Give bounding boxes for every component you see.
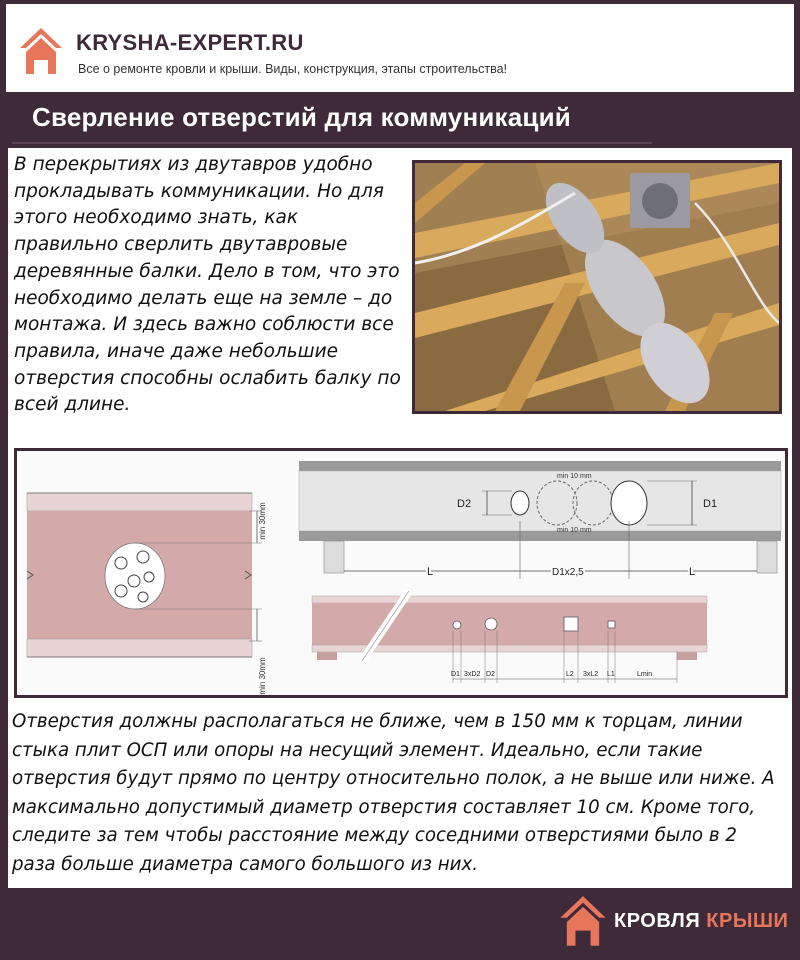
joist-ceiling-photo xyxy=(412,160,782,414)
beam-hole-spacing-view xyxy=(312,591,707,683)
b-3xd2-label: 3xD2 xyxy=(464,671,481,678)
rules-paragraph: Отверстия должны располагаться не ближе, чем в 150 мм к торцам, линии стыка плит ОСП или опоры на несущий элемент. Идеально, если такие отверстия будут прямо по центру относительно полок, а не выше или ниже. А максимально допустимый диаметр отверстия составляет 10 см. Кроме того, следите за тем чтобы расстояние между соседними отверстиями было в 2 раза больше диаметра самого большого из них. xyxy=(12,711,775,875)
footer-brand-part1: КРОВЛЯ xyxy=(614,910,701,932)
b-l2-label: L2 xyxy=(566,671,574,678)
d1x25-label: D1x2,5 xyxy=(552,567,584,578)
i-beam-side-view xyxy=(299,461,781,579)
site-tagline: Все о ремонте кровли и крыши. Виды, конструкция, этапы строительства! xyxy=(78,62,508,76)
content-panel xyxy=(8,148,792,888)
b-d1-label: D1 xyxy=(451,671,460,678)
drilling-diagram xyxy=(14,448,788,698)
min30-top-label: min 30mm xyxy=(258,502,267,540)
intro-paragraph: В перекрытиях из двутавров удобно прокладывать коммуникации. Но для этого необходимо знать, как правильно сверлить двутавровые деревянные балки. Дело в том, что это необходимо делать еще на земле – до монтажа. И здесь важно соблюсти все правила, иначе даже небольшие отверстия способны ослабить балку по всей длине. xyxy=(14,154,401,416)
beam-cross-section xyxy=(27,493,267,695)
footer-brand-part2: КРЫШИ xyxy=(706,910,789,932)
b-lmin-label: Lmin xyxy=(637,671,653,678)
min10-bottom-label: min 10 mm xyxy=(557,527,592,534)
page-title: Сверление отверстий для коммуникаций xyxy=(32,102,571,132)
b-3xl2-label: 3xL2 xyxy=(583,671,599,678)
footer-house-logo-icon xyxy=(558,894,608,950)
site-header xyxy=(0,0,800,92)
min30-bottom-label: min 30mm xyxy=(258,657,267,695)
b-l1-label: L1 xyxy=(607,671,615,678)
site-name[interactable]: KRYSHA-EXPERT.RU xyxy=(76,30,304,55)
ceiling-illustration xyxy=(415,163,779,411)
footer-brand[interactable] xyxy=(614,910,788,933)
title-bar xyxy=(12,94,652,144)
hole-placement-diagram xyxy=(17,451,785,695)
house-logo-icon xyxy=(18,26,64,78)
d2-label-top: D2 xyxy=(457,498,472,510)
l-right-label: L xyxy=(689,566,696,578)
d1-label-top: D1 xyxy=(703,498,718,510)
b-d2-label: D2 xyxy=(486,671,495,678)
l-left-label: L xyxy=(427,566,434,578)
min10-top-label: min 10 mm xyxy=(557,473,592,480)
